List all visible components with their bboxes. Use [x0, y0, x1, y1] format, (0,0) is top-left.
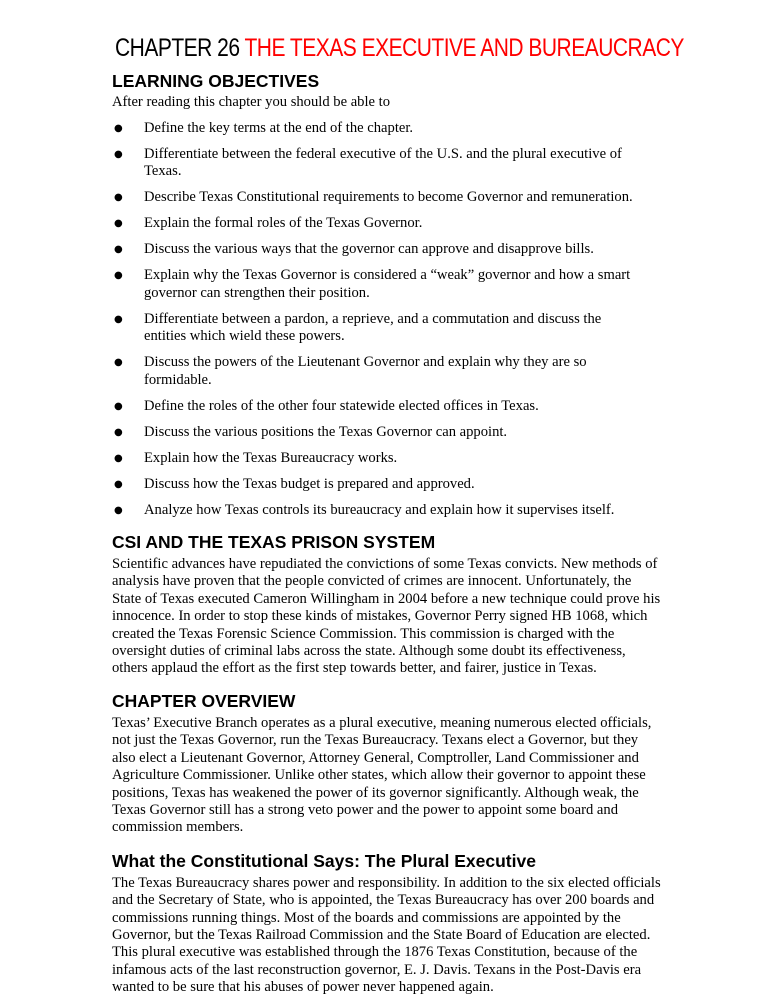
objective-item: ● Analyze how Texas controls its bureaucracy and explain how it supervises itself. — [114, 501, 615, 518]
bullet-icon: ● — [114, 426, 123, 438]
objective-item: ● Discuss the various positions the Texas Governor can appoint. — [114, 423, 508, 440]
chapter-title — [115, 34, 684, 62]
objective-item: ● Describe Texas Constitutional requirements to become Governor and remuneration. — [114, 189, 633, 206]
objective-item: ● Explain the formal roles of the Texas Governor. — [114, 215, 423, 232]
objective-item: ● Define the key terms at the end of the chapter. — [114, 120, 414, 136]
objective-item: ● Differentiate between a pardon, a reprieve, and a commutation and discuss the entities which wield these powers. — [114, 310, 602, 345]
bullet-icon: ● — [114, 504, 123, 516]
objective-item: ● Define the roles of the other four statewide elected offices in Texas. — [114, 397, 539, 414]
objective-item: ● Discuss how the Texas budget is prepared and approved. — [114, 475, 475, 492]
bullet-icon: ● — [114, 192, 123, 204]
learning-objectives-heading: LEARNING OBJECTIVES — [112, 71, 320, 91]
chapter-name: THE TEXAS EXECUTIVE AND BUREAUCRACY — [244, 34, 684, 62]
overview-section-body: Texas’ Executive Branch operates as a plural executive, meaning numerous elected officials, not just the Texas Governor, run the Texas Bureaucracy. Texans elect a Governor, but they also elect a Lieutenant Governor, Attorney General, Comptroller, Land Commissioner and Agriculture Commissioner. Unlike other states, which allow their governor to appoint these positions, Texas has weakened the power of its governor significantly. Although weak, the Texas Governor still has a strong veto power and the power to appoint some board and commission members. — [112, 714, 652, 836]
csi-section-heading: CSI AND THE TEXAS PRISON SYSTEM — [112, 532, 436, 553]
bullet-icon: ● — [114, 400, 123, 412]
bullet-icon: ● — [114, 270, 123, 282]
constitution-section-body: The Texas Bureaucracy shares power and responsibility. In addition to the six elected officials and the Secretary of State, who is appointed, the Texas Bureaucracy has over 200 boards and commissions running things. Most of the boards and commissions are appointed by the Governor, but the Texas Railroad Commission and the State Board of Education are elected. This plural executive was established through the 1876 Texas Constitution, because of the infamous acts of the last reconstruction governor, E. J. Davis. Texans in the Post-Davis era wanted to be sure that his abuses of power never happened again. — [112, 874, 661, 996]
document-page — [112, 34, 684, 997]
objective-item: ● Discuss the powers of the Lieutenant Governor and explain why they are so formidable. — [114, 354, 587, 388]
bullet-icon: ● — [114, 357, 123, 369]
bullet-icon: ● — [114, 149, 123, 160]
objectives-intro: After reading this chapter you should be able to — [112, 94, 391, 110]
bullet-icon: ● — [114, 218, 123, 230]
chapter-number: CHAPTER 26 — [115, 34, 240, 62]
bullet-icon: ● — [114, 452, 123, 464]
bullet-icon: ● — [114, 123, 123, 134]
objective-item: ● Differentiate between the federal executive of the U.S. and the plural executive of Texas. — [114, 146, 622, 180]
objective-item: ● Explain why the Texas Governor is considered a “weak” governor and how a smart governor can strengthen their position. — [114, 267, 631, 301]
bullet-icon: ● — [114, 478, 123, 490]
bullet-icon: ● — [114, 244, 123, 256]
bullet-icon: ● — [114, 313, 123, 325]
objective-item: ● Explain how the Texas Bureaucracy works. — [114, 449, 398, 466]
objectives-list — [112, 120, 664, 519]
overview-section-heading: CHAPTER OVERVIEW — [112, 690, 296, 711]
constitution-section-heading: What the Constitutional Says: The Plural Executive — [112, 850, 536, 871]
csi-section-body: Scientific advances have repudiated the convictions of some Texas convicts. New methods of analysis have proven that the people convicted of crimes are innocent. Unfortunately, the State of Texas executed Cameron Willingham in 2004 before a new technique could prove his innocence. In order to stop these kinds of mistakes, Governor Perry signed HB 1068, which created the Texas Forensic Science Commission. This commission is charged with the oversight duties of criminal labs across the state. Although some doubt its effectiveness, others applaud the effort as the first step towards better, and fairer, justice in Texas. — [112, 556, 661, 677]
objective-item: ● Discuss the various ways that the governor can approve and disapprove bills. — [114, 241, 594, 258]
